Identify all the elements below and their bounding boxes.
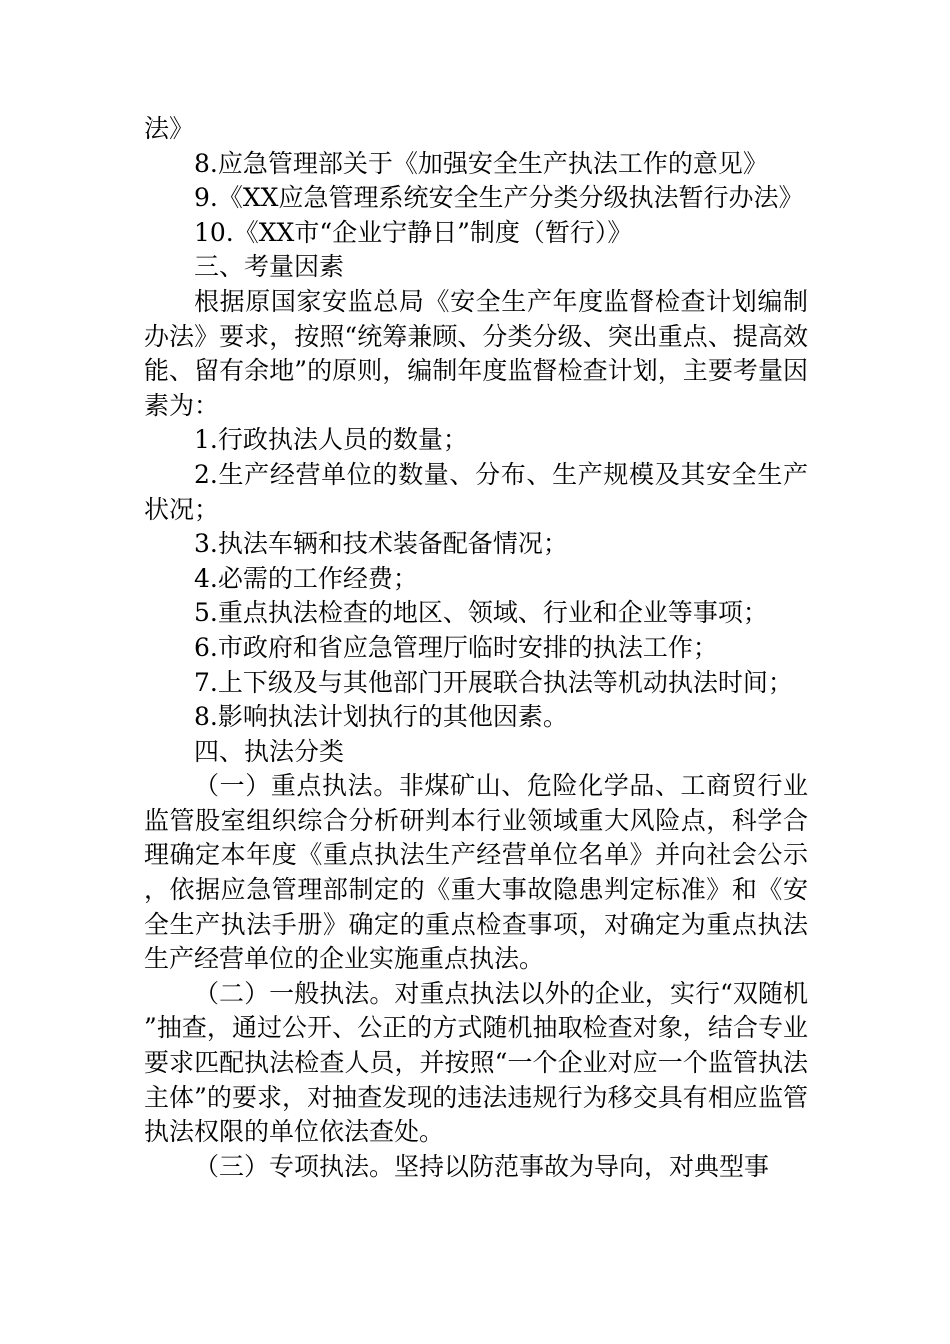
factor-item-1: 1.行政执法人员的数量；: [194, 425, 468, 455]
paragraph-basis: 根据原国家安监总局《安全生产年度监督检查计划编制办法》要求，按照“统筹兼顾、分类分级、突出重点、提高效能、留有余地”的原则，编制年度监督检查计划，主要考量因素为：: [144, 286, 808, 420]
factor-item-2: 2.生产经营单位的数量、分布、生产规模及其安全生产状况；: [144, 459, 808, 524]
paragraph-general-enforcement: （二）一般执法。对重点执法以外的企业，实行“双随机”抽查，通过公开、公正的方式随机抽取检查对象，结合专业要求匹配执法检查人员，并按照“一个企业对应一个监管执法主体”的要求，对抽查发现的违法违规行为移交具有相应监管执法权限的单位依法查处。: [144, 978, 808, 1147]
factor-item-3: 3.执法车辆和技术装备配备情况；: [194, 529, 568, 559]
paragraph-continuation: 法》: [144, 114, 195, 143]
paragraph-item-9: 9.《XX应急管理系统安全生产分类分级执法暂行办法》: [194, 183, 804, 213]
factor-item-5: 5.重点执法检查的地区、领域、行业和企业等事项；: [194, 598, 768, 628]
factor-item-6: 6.市政府和省应急管理厅临时安排的执法工作；: [194, 632, 718, 662]
factor-item-4: 4.必需的工作经费；: [194, 563, 418, 593]
factor-item-8: 8.影响执法计划执行的其他因素。: [194, 702, 568, 732]
paragraph-special-enforcement: （三）专项执法。坚持以防范事故为导向，对典型事: [194, 1151, 770, 1181]
factor-item-7: 7.上下级及与其他部门开展联合执法等机动执法时间；: [194, 667, 793, 697]
section-heading-3: 三、考量因素: [194, 252, 345, 282]
section-heading-4: 四、执法分类: [194, 736, 345, 766]
document-body: [144, 112, 808, 1184]
paragraph-item-10: 10.《XX市“企业宁静日”制度（暂行）》: [194, 217, 633, 247]
paragraph-item-8: 8.应急管理部关于《加强安全生产执法工作的意见》: [194, 148, 768, 178]
paragraph-key-enforcement: （一）重点执法。非煤矿山、危险化学品、工商贸行业监管股室组织综合分析研判本行业领域重大风险点，科学合理确定本年度《重点执法生产经营单位名单》并向社会公示，依据应急管理部制定的《重大事故隐患判定标准》和《安全生产执法手册》确定的重点检查事项，对确定为重点执法生产经营单位的企业实施重点执法。: [144, 771, 808, 974]
